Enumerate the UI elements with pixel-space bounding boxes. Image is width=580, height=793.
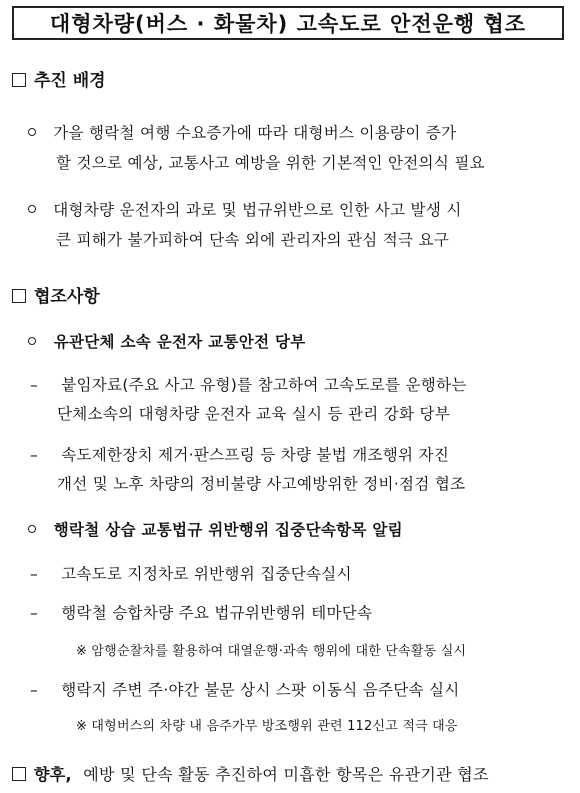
dash-item	[30, 562, 352, 584]
dash-marker: –	[30, 604, 39, 622]
dash-text-line: 행락철 승합차량 주요 법규위반행위 테마단속	[61, 604, 373, 622]
bullet-text-line: 대형차량 운전자의 과로 및 법규위반으로 인한 사고 발생 시	[53, 201, 462, 219]
reference-note: ※ 대형버스의 차량 내 음주가무 방조행위 관련 112신고 적극 대응	[76, 719, 458, 734]
section-cooperation-heading	[12, 282, 100, 307]
dash-marker: –	[30, 446, 39, 464]
checkbox-square-icon	[12, 73, 26, 87]
section-future	[12, 762, 489, 785]
bullet-item	[28, 198, 462, 220]
section-future-text: 예방 및 단속 활동 추진하여 미흡한 항목은 유관기관 협조	[83, 765, 489, 784]
sub-heading-text: 유관단체 소속 운전자 교통안전 당부	[53, 333, 306, 351]
dash-marker: –	[30, 376, 39, 394]
section-cooperation-title: 협조사항	[34, 287, 100, 307]
section-background-title: 추진 배경	[34, 71, 106, 91]
bullet-item	[28, 121, 456, 143]
dash-item	[30, 601, 372, 623]
dash-text-line: 고속도로 지정차로 위반행위 집중단속실시	[61, 565, 352, 583]
sub-heading-text: 행락철 상습 교통법규 위반행위 집중단속항목 알림	[53, 521, 403, 539]
bullet-text-line: 할 것으로 예상, 교통사고 예방을 위한 기본적인 안전의식 필요	[56, 154, 485, 172]
bullet-text-line: 큰 피해가 불가피하여 단속 외에 관리자의 관심 적극 요구	[56, 231, 450, 249]
dash-item	[30, 678, 460, 700]
circle-bullet-icon	[28, 525, 36, 533]
dash-text-line: 행락지 주변 주·야간 불문 상시 스팟 이동식 음주단속 실시	[61, 681, 460, 699]
section-background-heading	[12, 66, 106, 91]
dash-marker: –	[30, 681, 39, 699]
circle-bullet-icon	[28, 205, 36, 213]
circle-bullet-icon	[28, 128, 36, 136]
dash-text-line: 붙임자료(주요 사고 유형)를 참고하여 고속도로를 운행하는	[61, 376, 467, 394]
bullet-text-line: 가을 행락철 여행 수요증가에 따라 대형버스 이용량이 증가	[53, 124, 457, 142]
dash-text-line: 속도제한장치 제거·판스프링 등 차량 불법 개조행위 자진	[61, 446, 450, 464]
checkbox-square-icon	[12, 289, 26, 303]
page-title: 대형차량(버스 · 화물차) 고속도로 안전운행 협조	[12, 6, 564, 40]
sub-heading	[28, 518, 403, 540]
circle-bullet-icon	[28, 337, 36, 345]
section-future-heading: 향후,	[34, 765, 72, 784]
dash-item	[30, 443, 449, 465]
checkbox-square-icon	[12, 767, 26, 781]
dash-item	[30, 373, 467, 395]
dash-text-line: 개선 및 노후 차량의 정비불량 사고예방위한 정비·점검 협조	[57, 475, 466, 493]
reference-note: ※ 암행순찰차를 활용하여 대열운행·과속 행위에 대한 단속활동 실시	[76, 644, 467, 659]
sub-heading	[28, 330, 306, 352]
dash-text-line: 단체소속의 대형차량 운전자 교육 실시 등 관리 강화 당부	[57, 405, 451, 423]
dash-marker: –	[30, 565, 39, 583]
